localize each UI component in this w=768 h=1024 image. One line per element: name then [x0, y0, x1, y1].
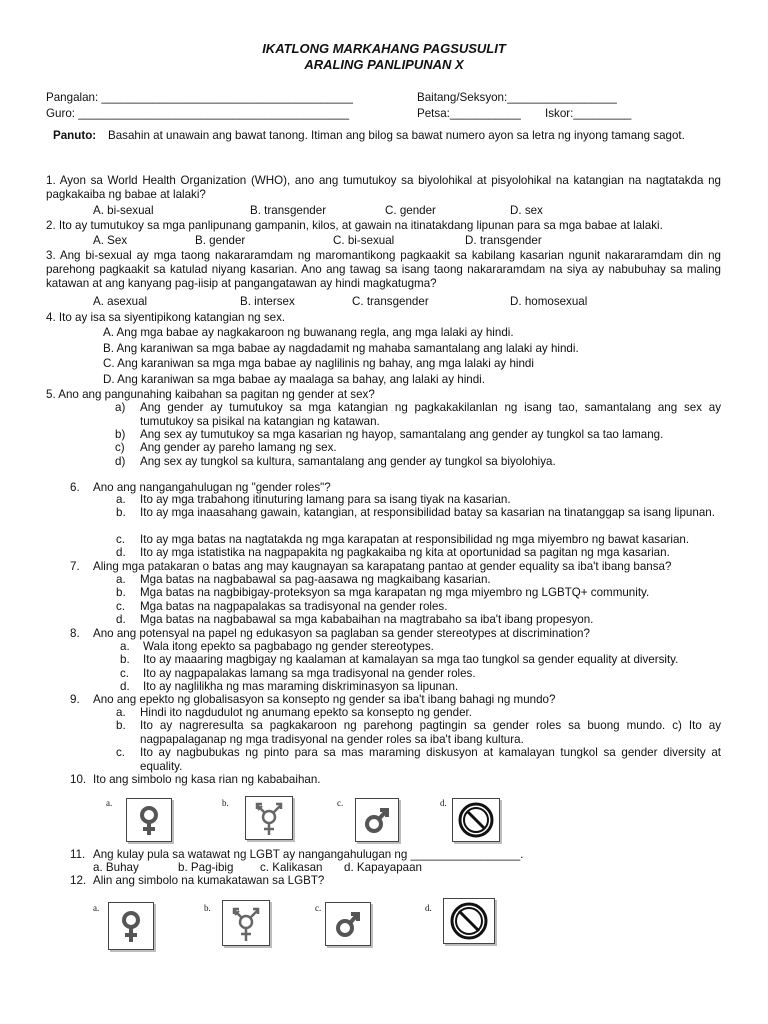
q9-choice-b[interactable]: Ito ay nagreresulta sa pagkakaroon ng parehong pagtingin sa gender roles sa buong mundo. c) Ito ay nagpapalaganap ng mga tradisyonal na gender roles sa iba't ibang kultura.: [140, 719, 721, 746]
name-field[interactable]: Pangalan: _______________________________________: [46, 91, 353, 104]
question-1: 1. Ayon sa World Health Organization (WHO), ano ang tumutukoy sa biyolohikal at pisyolohikal na katangian na nagtatakda ng pagkakaiba ng babae at lalaki?: [46, 174, 721, 201]
q2-choice-d[interactable]: D. transgender: [465, 234, 542, 247]
q5-choice-a[interactable]: Ang gender ay tumutukoy sa mga katangian ng pagkakakilanlan ng isang tao, samantalang ang sex ay tumutukoy sa pisikal na katangian ng katawan.: [140, 401, 721, 428]
question-12: Alin ang simbolo na kumakatawan sa LGBT?: [93, 874, 325, 887]
q7-letter-a: a.: [116, 573, 126, 586]
q8-letter-d: d.: [120, 680, 130, 693]
q3-choice-c[interactable]: C. transgender: [352, 295, 429, 308]
q9-choice-a[interactable]: Hindi ito nagdudulot ng anumang epekto sa konsepto ng gender.: [140, 706, 472, 719]
q6-choice-d[interactable]: Ito ay mga istatistika na nagpapakita ng pagkakaiba ng kita at oportunidad sa pagitan ng mga kasarian.: [140, 546, 670, 559]
instructions-label: Panuto:: [53, 129, 97, 142]
q2-choice-b[interactable]: B. gender: [195, 234, 246, 247]
q11-choice-c[interactable]: c. Kalikasan: [260, 861, 323, 874]
q10-label-b: b.: [222, 798, 229, 808]
q9-number: 9.: [70, 693, 80, 706]
q5-choice-d[interactable]: Ang sex ay tungkol sa kultura, samantalang ang gender ay tungkol sa biyolohiya.: [140, 455, 556, 468]
q3-choice-b[interactable]: B. intersex: [240, 295, 295, 308]
question-10: Ito ang simbolo ng kasa rian ng kababaihan.: [93, 773, 321, 786]
q8-choice-a[interactable]: Wala itong epekto sa pagbabago ng gender stereotypes.: [143, 640, 434, 653]
q12-option-b[interactable]: [222, 900, 270, 946]
q9-choice-c[interactable]: Ito ay nagbubukas ng pinto para sa mas maraming diskusyon at kamalayan tungkol sa gender diversity at equality.: [140, 746, 721, 773]
q9-letter-b: b.: [116, 719, 126, 732]
q10-option-a[interactable]: [126, 798, 172, 842]
instructions-text: Basahin at unawain ang bawat tanong. Itiman ang bilog sa bawat numero ayon sa letra ng inyong tamang sagot.: [108, 129, 685, 142]
male-symbol-icon: [356, 799, 398, 841]
q6-choice-a[interactable]: Ito ay mga trabahong itinuturing lamang para sa isang tiyak na kasarian.: [140, 493, 511, 506]
q6-choice-b[interactable]: Ito ay mga inaasahang gawain, katangian, at responsibilidad batay sa kasarian na tinatanggap sa isang lipunan.: [140, 506, 715, 519]
question-8: Ano ang potensyal na papel ng edukasyon sa paglaban sa gender stereotypes at discrimination?: [93, 627, 590, 640]
q10-label-d: d.: [440, 798, 447, 808]
q1-choice-d[interactable]: D. sex: [510, 204, 543, 217]
q1-choice-c[interactable]: C. gender: [385, 204, 436, 217]
question-5: 5. Ano ang pangunahing kaibahan sa pagitan ng gender at sex?: [46, 388, 375, 401]
male-symbol-icon: [326, 903, 370, 945]
date-field[interactable]: Petsa:___________: [417, 107, 521, 120]
q12-label-a: a.: [93, 903, 100, 913]
q12-label-d: d.: [425, 903, 432, 913]
transgender-symbol-icon: [246, 797, 292, 839]
q6-letter-b: b.: [116, 506, 126, 519]
q12-label-b: b.: [204, 903, 211, 913]
q11-choice-b[interactable]: b. Pag-ibig: [178, 861, 234, 874]
q3-choice-d[interactable]: D. homosexual: [510, 295, 588, 308]
q8-letter-c: c.: [120, 667, 130, 680]
q12-option-c[interactable]: [325, 902, 371, 946]
q12-label-c: c.: [315, 903, 322, 913]
q9-letter-c: c.: [116, 746, 126, 759]
transgender-symbol-icon: [223, 901, 269, 945]
q7-letter-d: d.: [116, 613, 126, 626]
q10-option-c[interactable]: [355, 798, 399, 842]
q6-number: 6.: [70, 481, 80, 494]
q4-choice-a[interactable]: A. Ang mga babae ay nagkakaroon ng buwanang regla, ang mga lalaki ay hindi.: [103, 326, 514, 339]
question-11: Ang kulay pula sa watawat ng LGBT ay nangangahulugan ng _________________.: [93, 848, 524, 861]
q7-choice-a[interactable]: Mga batas na nagbabawal sa pag-aasawa ng magkaibang kasarian.: [140, 573, 491, 586]
exam-subtitle: ARALING PANLIPUNAN X: [304, 57, 464, 72]
q8-choice-c[interactable]: Ito ay nagpapalakas lamang sa mga tradisyonal na gender roles.: [143, 667, 476, 680]
q10-option-d[interactable]: [452, 798, 500, 842]
q11-choice-d[interactable]: d. Kapayapaan: [344, 861, 423, 874]
q4-choice-d[interactable]: D. Ang karaniwan sa mga babae ay maalaga sa bahay, ang lalaki ay hindi.: [103, 373, 485, 386]
q1-choice-a[interactable]: A. bi-sexual: [93, 204, 154, 217]
q7-letter-b: b.: [116, 586, 126, 599]
q11-number: 11.: [70, 848, 86, 861]
q5-letter-a: a): [115, 401, 126, 414]
q12-number: 12.: [70, 874, 87, 887]
q5-choice-c[interactable]: Ang gender ay pareho lamang ng sex.: [140, 441, 337, 454]
q9-letter-a: a.: [116, 706, 126, 719]
q7-number: 7.: [70, 560, 80, 573]
q8-choice-b[interactable]: Ito ay maaaring magbigay ng kaalaman at kamalayan sa mga tao tungkol sa gender equality at diversity.: [143, 653, 679, 666]
q12-option-a[interactable]: [108, 902, 154, 950]
q10-label-a: a.: [106, 798, 113, 808]
q7-choice-c[interactable]: Mga batas na nagpapalakas sa tradisyonal na gender roles.: [140, 600, 448, 613]
section-field[interactable]: Baitang/Seksyon:_________________: [417, 91, 617, 104]
female-symbol-icon: [109, 903, 153, 949]
q8-letter-b: b.: [120, 653, 130, 666]
teacher-field[interactable]: Guro: __________________________________________: [46, 107, 350, 120]
q5-letter-c: c): [115, 441, 125, 454]
q10-option-b[interactable]: [245, 796, 293, 840]
score-field[interactable]: Iskor:_________: [545, 107, 632, 120]
q6-letter-c: c.: [116, 533, 126, 546]
q2-choice-a[interactable]: A. Sex: [93, 234, 128, 247]
q6-letter-d: d.: [116, 546, 126, 559]
q6-choice-c[interactable]: Ito ay mga batas na nagtatakda ng mga karapatan at responsibilidad ng mga miyembro ng bawat kasarian.: [140, 533, 690, 546]
question-6: Ano ang nangangahulugan ng "gender roles"?: [93, 481, 331, 494]
q7-choice-b[interactable]: Mga batas na nagbibigay-proteksyon sa mga karapatan ng mga miyembro ng LGBTQ+ community.: [140, 586, 650, 599]
q10-number: 10.: [70, 773, 87, 786]
q5-letter-d: d): [115, 455, 126, 468]
q2-choice-c[interactable]: C. bi-sexual: [333, 234, 395, 247]
question-3: 3. Ang bi-sexual ay mga taong nakararamdam ng maromantikong pagkaakit sa kabilang kasarian ngunit nakararamdam din ng parehong pagkaakit sa katulad niyang kasarian. Ano ang tawag sa isang taong nakararamdam na siya ay nabubuhay sa maling katawan at ang kanyang pag-iisip at pangangatawan ay hindi magkatugma?: [46, 249, 721, 290]
question-4: 4. Ito ay isa sa siyentipikong katangian ng sex.: [46, 311, 286, 324]
q7-choice-d[interactable]: Mga batas na nagbabawal sa mga kababaihan na magtrabaho sa iba't ibang propesyon.: [140, 613, 594, 626]
q4-choice-c[interactable]: C. Ang karaniwan sa mga mga babae ay naglilinis ng bahay, ang mga lalaki ay hindi: [103, 357, 534, 370]
q3-choice-a[interactable]: A. asexual: [93, 295, 148, 308]
q5-choice-b[interactable]: Ang sex ay tumutukoy sa mga kasarian ng hayop, samantalang ang gender ay tungkol sa tao lamang.: [140, 428, 664, 441]
exam-title: IKATLONG MARKAHANG PAGSUSULIT: [262, 41, 506, 56]
q12-option-d[interactable]: [443, 898, 495, 944]
question-9: Ano ang epekto ng globalisasyon sa konsepto ng gender sa iba't ibang bahagi ng mundo?: [93, 693, 556, 706]
q6-letter-a: a.: [116, 493, 126, 506]
q8-letter-a: a.: [120, 640, 130, 653]
q8-number: 8.: [70, 627, 80, 640]
q11-choice-a[interactable]: a. Buhay: [93, 861, 139, 874]
female-symbol-icon: [127, 799, 171, 841]
q10-label-c: c.: [337, 798, 344, 808]
prohibition-symbol-icon: [453, 799, 499, 841]
q8-choice-d[interactable]: Ito ay naglilikha ng mas maraming diskriminasyon sa lipunan.: [143, 680, 459, 693]
prohibition-symbol-icon: [444, 899, 494, 943]
q7-letter-c: c.: [116, 600, 126, 613]
q4-choice-b[interactable]: B. Ang karaniwan sa mga babae ay nagdadamit ng mahaba samantalang ang lalaki ay hindi.: [103, 342, 579, 355]
q1-choice-b[interactable]: B. transgender: [250, 204, 327, 217]
question-7: Aling mga patakaran o batas ang may kaugnayan sa karapatang pantao at gender equality sa iba't ibang bansa?: [93, 560, 672, 573]
q5-letter-b: b): [115, 428, 126, 441]
question-2: 2. Ito ay tumutukoy sa mga panlipunang gampanin, kilos, at gawain na itinatakdang lipunan para sa mga babae at lalaki.: [46, 219, 663, 232]
